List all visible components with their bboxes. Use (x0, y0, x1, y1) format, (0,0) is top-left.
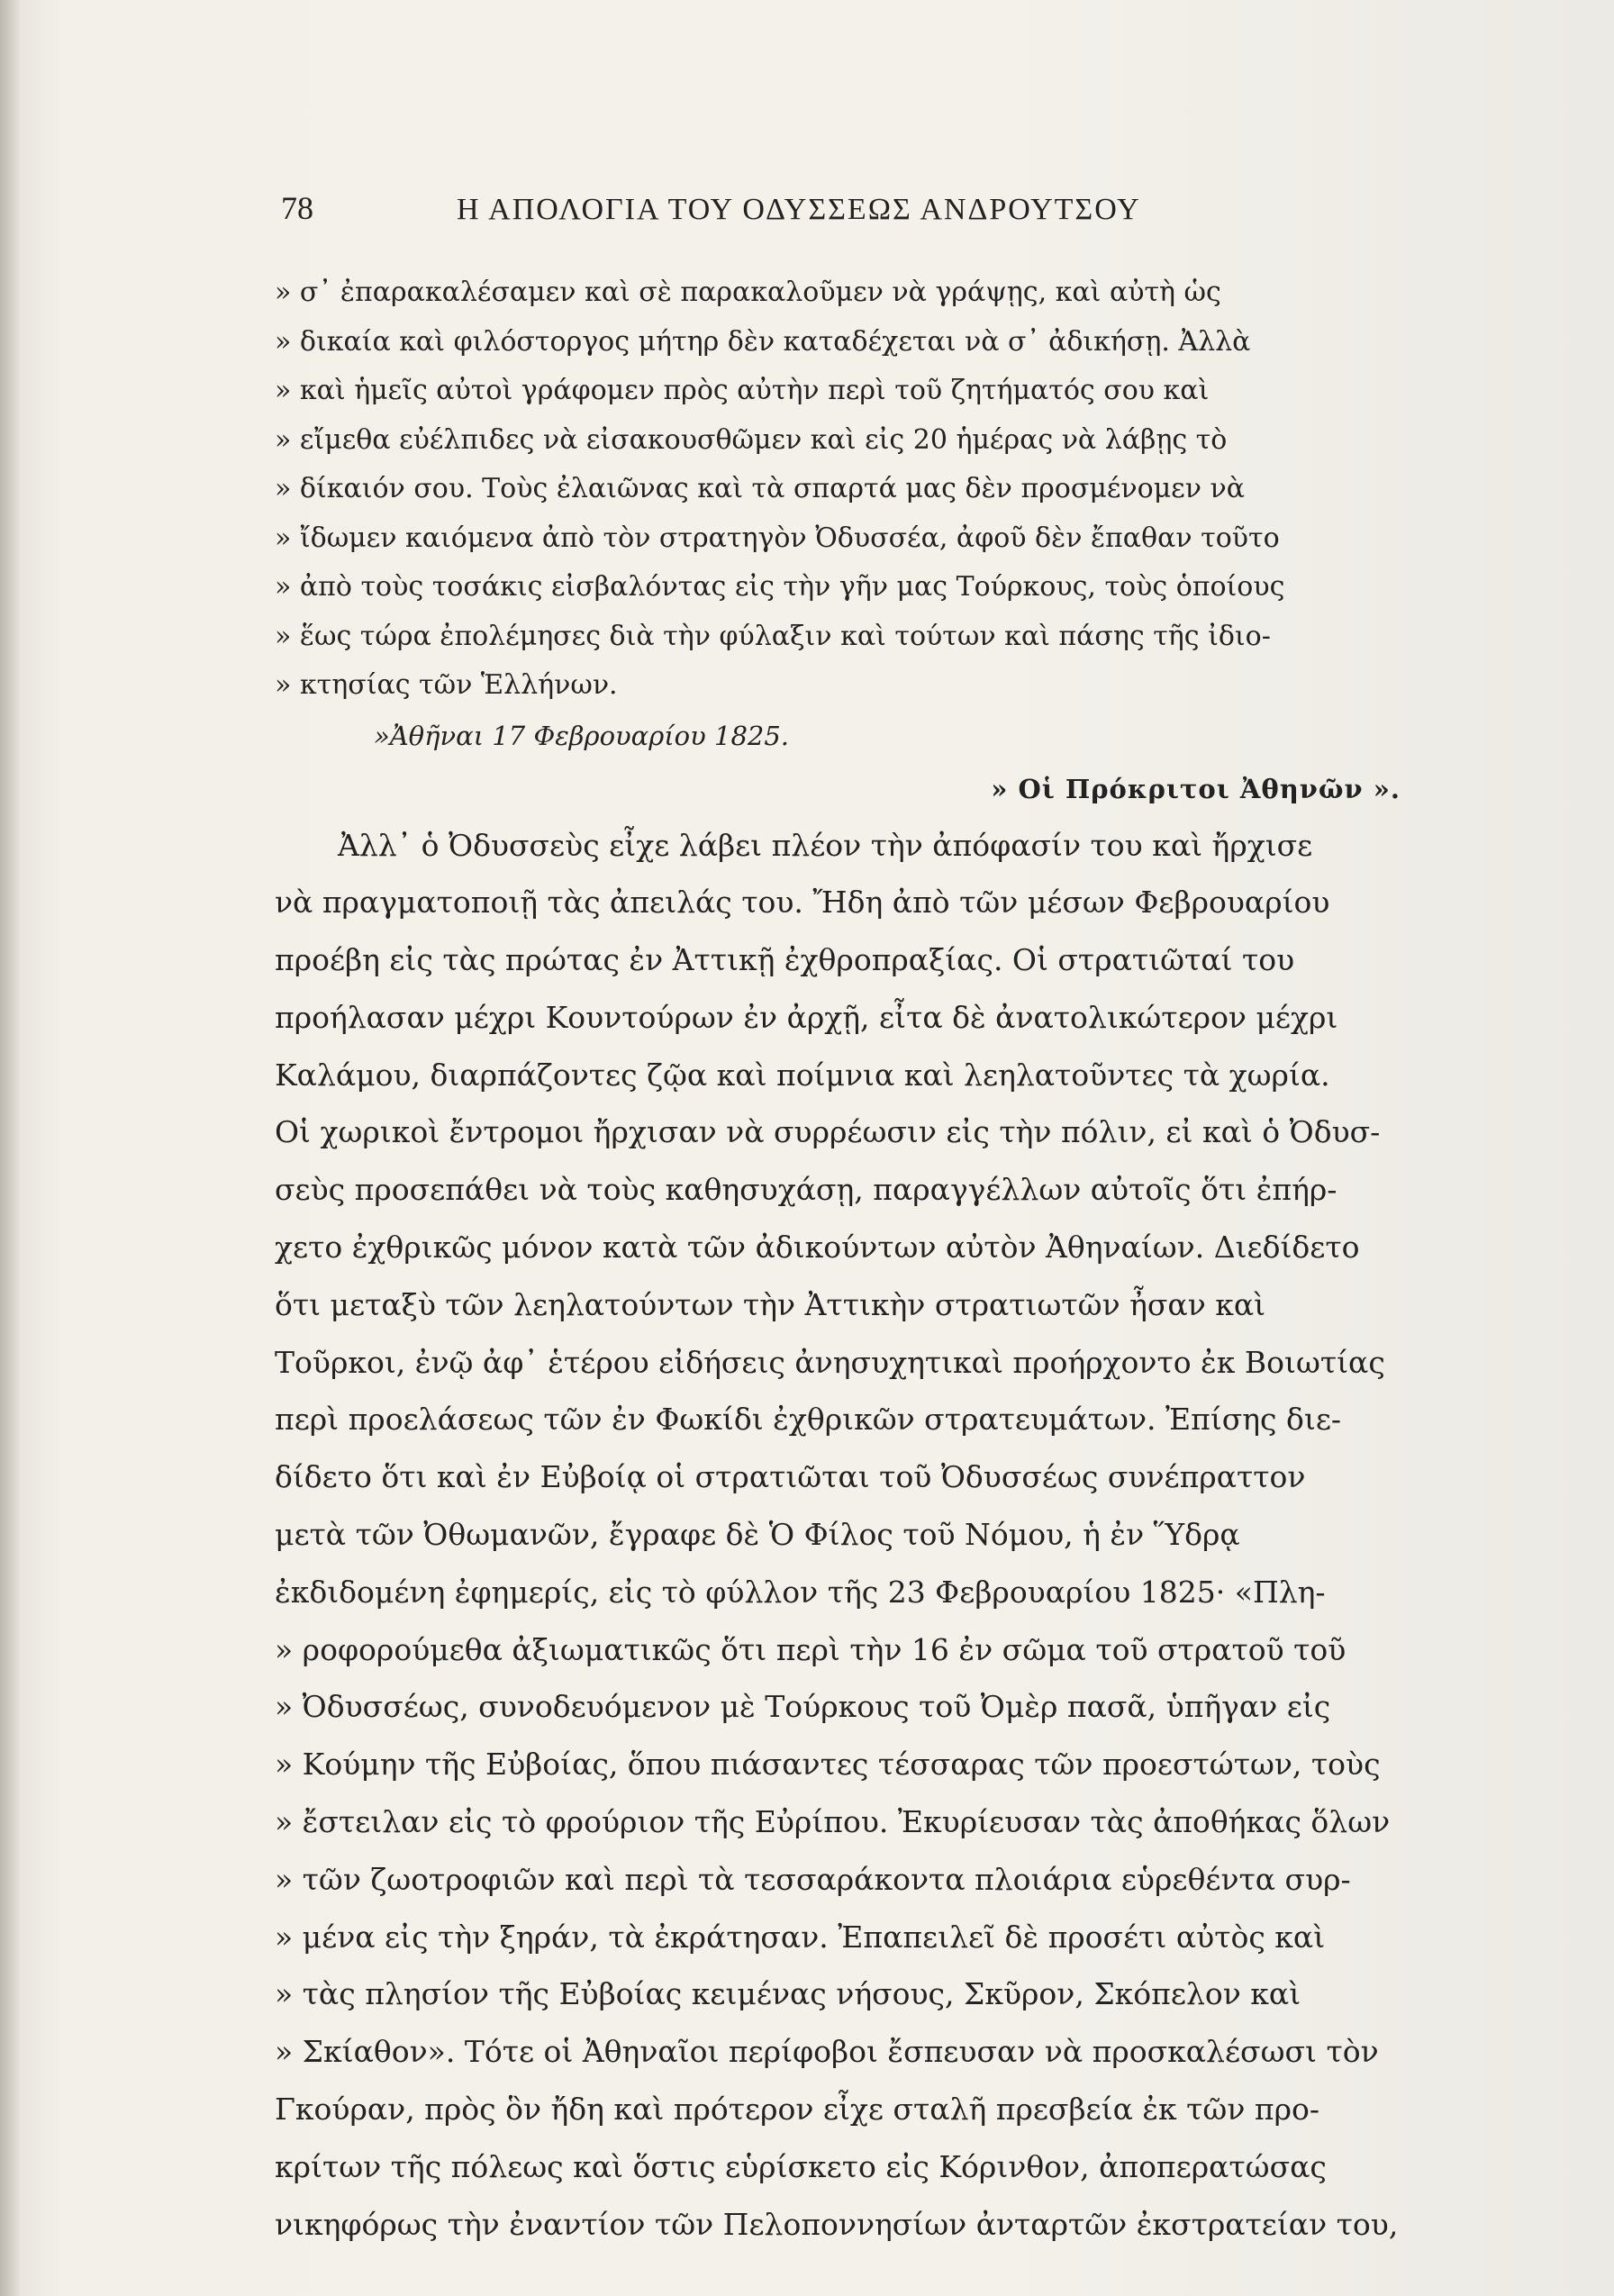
page-header (281, 189, 1344, 252)
text-line: » τὰς πλησίον τῆς Εὐβοίας κειμένας νήσους, Σκῦρον, Σκόπελον καὶ (275, 1976, 1301, 2012)
text-line: μετὰ τῶν Ὀθωμανῶν, ἔγραφε δὲ Ὁ Φίλος τοῦ Νόμου, ἡ ἐν Ὕδρᾳ (275, 1517, 1240, 1553)
quote-line: » κτησίας τῶν Ἑλλήνων. (275, 669, 618, 701)
text-line: προέβη εἰς τὰς πρώτας ἐν Ἀττικῇ ἐχθροπραξίας. Οἱ στρατιῶταί του (275, 942, 1295, 978)
body-text (275, 268, 1419, 2253)
page-gutter-shadow (0, 0, 20, 2296)
quote-line: » ἕως τώρα ἐπολέμησες διὰ τὴν φύλαξιν καὶ τούτων καὶ πάσης τῆς ἰδιο- (275, 620, 1271, 652)
text-line: νικηφόρως τὴν ἐναντίον τῶν Πελοποννησίων ἀνταρτῶν ἐκστρατείαν του, (275, 2206, 1399, 2242)
quote-line: » δικαία καὶ φιλόστοργος μήτηρ δὲν καταδέχεται νὰ σ᾽ ἀδικήσῃ. Ἀλλὰ (275, 325, 1251, 358)
text-line: νὰ πραγματοποιῇ τὰς ἀπειλάς του. Ἤδη ἀπὸ τῶν μέσων Φεβρουαρίου (275, 885, 1330, 921)
text-line: » τῶν ζωοτροφιῶν καὶ περὶ τὰ τεσσαράκοντα πλοιάρια εὑρεθέντα συρ- (275, 1861, 1351, 1897)
quote-line: » ἀπὸ τοὺς τοσάκις εἰσβαλόντας εἰς τὴν γῆν μας Τούρκους, τοὺς ὁποίους (275, 571, 1285, 603)
text-line: Τοῦρκοι, ἐνῷ ἀφ᾽ ἑτέρου εἰδήσεις ἀνησυχητικαὶ προήρχοντο ἐκ Βοιωτίας (275, 1344, 1385, 1380)
quote-line: » σ᾽ ἐπαρακαλέσαμεν καὶ σὲ παρακαλοῦμεν νὰ γράψῃς, καὶ αὐτὴ ὡς (275, 277, 1221, 308)
text-line: ὅτι μεταξὺ τῶν λεηλατούντων τὴν Ἀττικὴν στρατιωτῶν ἦσαν καὶ (275, 1286, 1266, 1322)
text-line: » Κούμην τῆς Εὐβοίας, ὅπου πιάσαντες τέσσαρας τῶν προεστώτων, τοὺς (275, 1747, 1381, 1783)
signature: » Οἱ Πρόκριτοι Ἀθηνῶν ». (991, 773, 1401, 804)
text-line: Γκούραν, πρὸς ὃν ἤδη καὶ πρότερον εἶχε σταλῆ πρεσβεία ἐκ τῶν προ- (275, 2092, 1319, 2128)
text-line: » Σκίαθον». Τότε οἱ Ἀθηναῖοι περίφοβοι ἔσπευσαν νὰ προσκαλέσωσι τὸν (275, 2034, 1379, 2070)
quote-line: » εἴμεθα εὐέλπιδες νὰ εἰσακουσθῶμεν καὶ εἰς 20 ἡμέρας νὰ λάβῃς τὸ (275, 423, 1228, 456)
text-line: » Ὀδυσσέως, συνοδευόμενον μὲ Τούρκους τοῦ Ὀμὲρ πασᾶ, ὑπῆγαν εἰς (275, 1689, 1331, 1725)
text-line: δίδετο ὅτι καὶ ἐν Εὐβοίᾳ οἱ στρατιῶται τοῦ Ὀδυσσέως συνέπραττον (275, 1459, 1306, 1495)
text-line: Ἀλλ᾽ ὁ Ὀδυσσεὺς εἶχε λάβει πλέον τὴν ἀπόφασίν του καὶ ἤρχισε (338, 827, 1313, 863)
text-line: σεὺς προσεπάθει νὰ τοὺς καθησυχάσῃ, παραγγέλλων αὐτοῖς ὅτι ἐπήρ- (275, 1172, 1337, 1208)
text-line: προήλασαν μέχρι Κουντούρων ἐν ἀρχῇ, εἶτα δὲ ἀνατολικώτερον μέχρι (275, 999, 1338, 1035)
text-line: κρίτων τῆς πόλεως καὶ ὅστις εὑρίσκετο εἰς Κόρινθον, ἀποπερατώσας (275, 2148, 1327, 2184)
text-line: Καλάμου, διαρπάζοντες ζῷα καὶ ποίμνια καὶ λεηλατοῦντες τὰ χωρία. (275, 1057, 1330, 1093)
page-number: 78 (281, 190, 313, 226)
text-line: Οἱ χωρικοὶ ἔντρομοι ἤρχισαν νὰ συρρέωσιν εἰς τὴν πόλιν, εἰ καὶ ὁ Ὀδυσ- (275, 1114, 1381, 1150)
quote-line: » ἴδωμεν καιόμενα ἀπὸ τὸν στρατηγὸν Ὀδυσσέα, ἀφοῦ δὲν ἔπαθαν τοῦτο (275, 522, 1280, 554)
text-line: » ροφορούμεθα ἀξιωματικῶς ὅτι περὶ τὴν 16 ἐν σῶμα τοῦ στρατοῦ τοῦ (275, 1631, 1347, 1667)
text-line: » μένα εἰς τὴν ξηράν, τὰ ἐκράτησαν. Ἐπαπειλεῖ δὲ προσέτι αὐτὸς καὶ (275, 1919, 1326, 1955)
quoted-letter (275, 268, 1419, 711)
text-line: » ἔστειλαν εἰς τὸ φρούριον τῆς Εὐρίπου. Ἐκυρίευσαν τὰς ἀποθήκας ὅλων (275, 1804, 1391, 1840)
main-paragraph (275, 817, 1419, 2254)
text-line: ἐκδιδομένη ἐφημερίς, εἰς τὸ φύλλον τῆς 23 Φεβρουαρίου 1825· «Πλη- (275, 1574, 1326, 1610)
running-title: Η ΑΠΟΛΟΓΙΑ ΤΟΥ ΟΔΥΣΣΕΩΣ ΑΝΔΡΟΥΤΣΟΥ (457, 193, 1141, 226)
quote-line: » δίκαιόν σου. Τοὺς ἐλαιῶνας καὶ τὰ σπαρτά μας δὲν προσμένομεν νὰ (275, 473, 1245, 504)
quote-line: » καὶ ἡμεῖς αὐτοὶ γράφομεν πρὸς αὐτὴν περὶ τοῦ ζητήματός σου καὶ (275, 375, 1210, 406)
dateline: »Ἀθῆναι 17 Φεβρουαρίου 1825. (374, 720, 790, 751)
text-line: περὶ προελάσεως τῶν ἐν Φωκίδι ἐχθρικῶν στρατευμάτων. Ἐπίσης διε- (275, 1402, 1342, 1438)
text-line: χετο ἐχθρικῶς μόνον κατὰ τῶν ἀδικούντων αὐτὸν Ἀθηναίων. Διεδίδετο (275, 1230, 1360, 1266)
